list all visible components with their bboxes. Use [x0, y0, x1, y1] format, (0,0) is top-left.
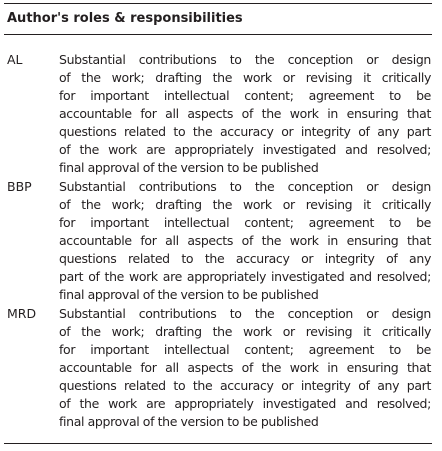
- description-line: of the work; drafting the work or revising it critically: [59, 70, 431, 85]
- description-line: part of the work are appropriately investigated and resolved;: [59, 269, 431, 284]
- description-line: accountable for all aspects of the work in ensuring that: [59, 233, 431, 248]
- description-line: Substantial contributions to the conception or design: [59, 306, 431, 321]
- description-line: questions related to the accuracy or integrity of any part: [59, 378, 431, 393]
- description-line: of the work; drafting the work or revising it critically: [59, 197, 431, 212]
- description-line: of the work are appropriately investigated and resolved;: [59, 396, 431, 411]
- table-top-rule: [4, 3, 432, 4]
- author-initials: BBP: [7, 179, 32, 194]
- description-line: Substantial contributions to the conception or design: [59, 179, 431, 194]
- role-description: [59, 51, 431, 177]
- description-line: final approval of the version to be published: [59, 287, 319, 302]
- table-header-rule: [4, 34, 432, 35]
- description-line: questions related to the accuracy or integrity of any: [59, 251, 431, 266]
- author-initials: AL: [7, 52, 23, 67]
- description-line: final approval of the version to be published: [59, 414, 319, 429]
- role-description: [59, 178, 431, 304]
- description-line: for important intellectual content; agreement to be: [59, 88, 431, 103]
- author-initials: MRD: [7, 306, 37, 321]
- description-line: accountable for all aspects of the work in ensuring that: [59, 106, 431, 121]
- description-line: questions related to the accuracy or integrity of any part: [59, 124, 431, 139]
- description-line: Substantial contributions to the conception or design: [59, 52, 431, 67]
- description-line: for important intellectual content; agreement to be: [59, 215, 431, 230]
- description-line: of the work; drafting the work or revising it critically: [59, 324, 431, 339]
- table-bottom-rule: [4, 443, 432, 444]
- table-title: Author's roles & responsibilities: [7, 11, 243, 26]
- description-line: for important intellectual content; agreement to be: [59, 342, 431, 357]
- description-line: of the work are appropriately investigated and resolved;: [59, 142, 431, 157]
- description-line: final approval of the version to be published: [59, 160, 319, 175]
- role-description: [59, 305, 431, 431]
- description-line: accountable for all aspects of the work in ensuring that: [59, 360, 431, 375]
